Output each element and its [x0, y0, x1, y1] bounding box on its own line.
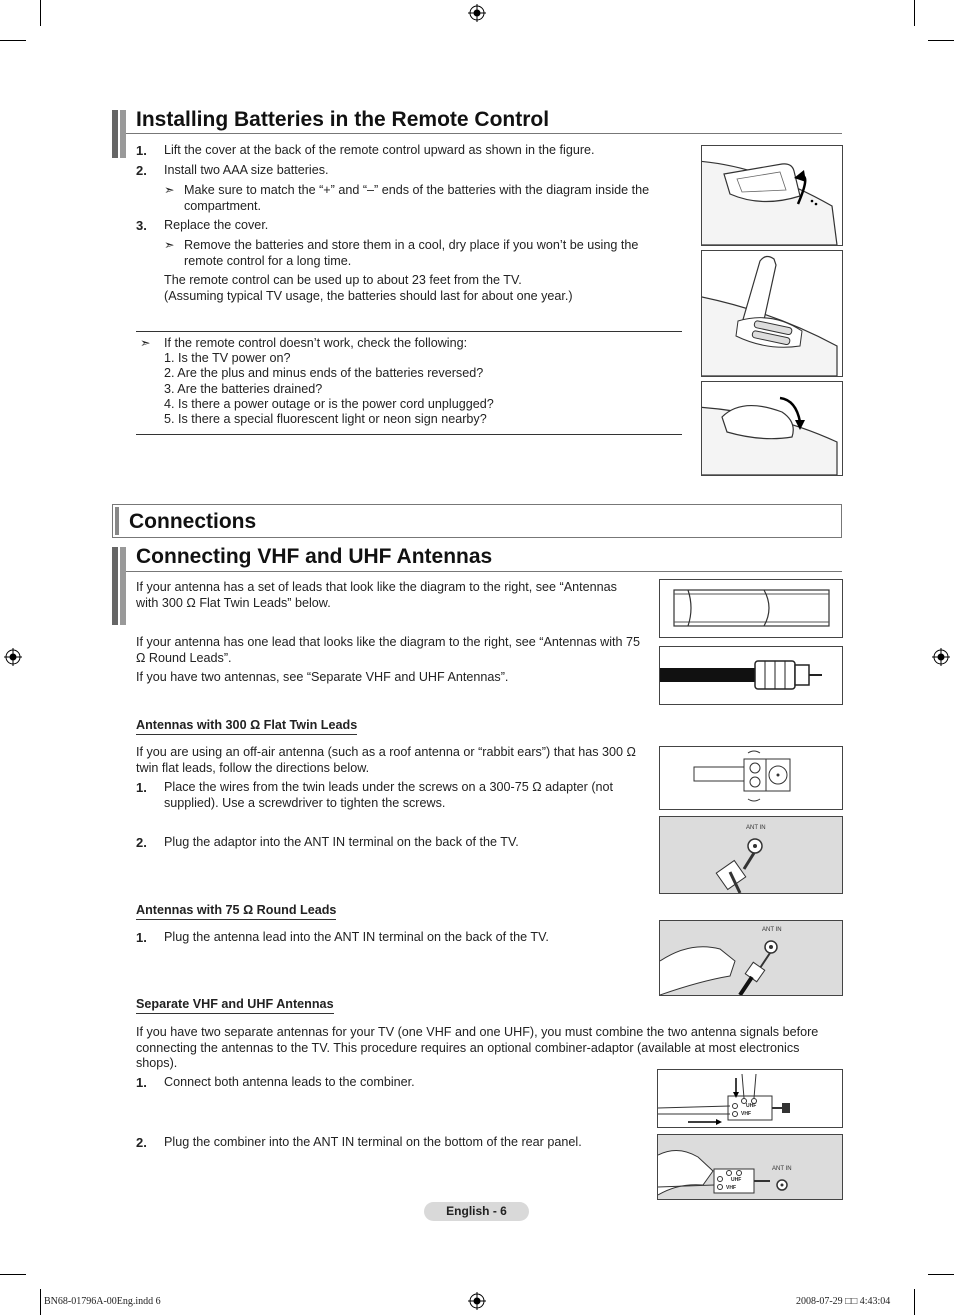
range-text: The remote control can be used up to about 23 feet from the TV. — [164, 273, 522, 287]
title-rule — [126, 571, 842, 572]
ant-in-label: ANT IN — [746, 825, 766, 831]
banner-accent — [115, 507, 119, 535]
flat-step-2: Plug the adaptor into the ANT IN terminal on the back of the TV. — [164, 835, 519, 849]
batteries-title: Installing Batteries in the Remote Control — [136, 108, 550, 131]
step-number: 1. — [136, 930, 147, 945]
round-lead-figure — [659, 646, 843, 705]
adapter-figure — [659, 746, 843, 810]
battery-life-text: (Assuming typical TV usage, the batteries should last for about one year.) — [164, 289, 573, 303]
ant-in-label: ANT IN — [772, 1166, 792, 1172]
step-number: 1. — [136, 143, 147, 158]
step-number: 3. — [136, 218, 147, 233]
crop-mark — [914, 0, 915, 26]
divider — [136, 434, 682, 435]
note-arrow-icon: ➣ — [164, 183, 175, 197]
step-number: 2. — [136, 1135, 147, 1150]
check-item: 5. Is there a special fluorescent light or neon sign nearby? — [164, 412, 487, 426]
ant-in-label: ANT IN — [762, 927, 782, 933]
flat-leads-intro: If you are using an off-air antenna (such as a roof antenna or “rabbit ears”) that has 300 Ω twin flat leads, follow the directions below. — [136, 745, 636, 775]
note-arrow-icon: ➣ — [164, 238, 175, 252]
adapter-ant-in-figure — [659, 816, 843, 894]
note-text: Remove the batteries and store them in a cool, dry place if you won’t be using the remote control for a long time. — [184, 238, 639, 268]
step-number: 1. — [136, 1075, 147, 1090]
crop-mark — [0, 1274, 26, 1275]
crop-mark — [928, 40, 954, 41]
vhf-label: VHF — [726, 1185, 736, 1191]
registration-mark-icon — [468, 1292, 486, 1310]
intro-two-text: If you have two antennas, see “Separate VHF and UHF Antennas”. — [136, 670, 509, 684]
uhf-label: UHF — [746, 1103, 757, 1109]
step-text: Install two AAA size batteries. — [164, 163, 329, 177]
crop-mark — [40, 1289, 41, 1315]
step-number: 2. — [136, 835, 147, 850]
remote-battery-compartment-figure — [701, 250, 843, 377]
vhf-label: VHF — [741, 1111, 751, 1117]
step-number: 1. — [136, 780, 147, 795]
round-lead-ant-in-figure — [659, 920, 843, 996]
section-bar — [112, 110, 126, 158]
section-bar — [112, 547, 126, 625]
round-step-1: Plug the antenna lead into the ANT IN terminal on the back of the TV. — [164, 930, 549, 944]
note-arrow-icon: ➣ — [140, 336, 151, 350]
registration-mark-icon — [4, 648, 22, 666]
flat-leads-heading: Antennas with 300 Ω Flat Twin Leads — [136, 718, 357, 735]
separate-intro: If you have two separate antennas for your TV (one VHF and one UHF), you must combine the two antenna signals before connecting the antennas to the TV. This procedure requires an optional combiner-adaptor (available at most electronics shops). — [136, 1025, 819, 1070]
step-number: 2. — [136, 163, 147, 178]
remote-open-cover-figure — [701, 145, 843, 246]
divider — [136, 331, 682, 332]
crop-mark — [0, 40, 26, 41]
title-rule — [126, 133, 842, 134]
page-number-badge: English - 6 — [424, 1202, 529, 1221]
flat-step-1: Place the wires from the twin leads under the screws on a 300-75 Ω adapter (not supplied). Use a screwdriver to tighten the screws. — [164, 780, 614, 810]
crop-mark — [914, 1289, 915, 1315]
note-text: Make sure to match the “+” and “–” ends of the batteries with the diagram inside the compartment. — [184, 183, 650, 213]
crop-mark — [40, 0, 41, 26]
registration-mark-icon — [932, 648, 950, 666]
file-slug: BN68-01796A-00Eng.indd 6 — [44, 1296, 161, 1307]
connections-banner-title: Connections — [129, 510, 257, 533]
crop-mark — [928, 1274, 954, 1275]
check-item: 2. Are the plus and minus ends of the batteries reversed? — [164, 366, 484, 380]
remote-close-cover-figure — [701, 381, 843, 476]
intro-round-text: If your antenna has one lead that looks like the diagram to the right, see “Antennas with 75 Ω Round Leads”. — [136, 635, 641, 665]
separate-step-1: Connect both antenna leads to the combiner. — [164, 1075, 415, 1089]
registration-mark-icon — [468, 4, 486, 22]
date-slug: 2008-07-29 □□ 4:43:04 — [796, 1296, 891, 1307]
intro-flat-text: If your antenna has a set of leads that look like the diagram to the right, see “Antennas with 300 Ω Flat Twin Leads” below. — [136, 580, 617, 610]
antennas-title: Connecting VHF and UHF Antennas — [136, 545, 493, 568]
check-item: 1. Is the TV power on? — [164, 351, 291, 365]
uhf-label: UHF — [731, 1177, 742, 1183]
check-item: 3. Are the batteries drained? — [164, 382, 323, 396]
check-intro: If the remote control doesn’t work, check the following: — [164, 336, 468, 350]
check-item: 4. Is there a power outage or is the power cord unplugged? — [164, 397, 494, 411]
step-text: Replace the cover. — [164, 218, 269, 232]
flat-twin-lead-figure — [659, 579, 843, 638]
combiner-figure — [657, 1069, 843, 1128]
separate-antennas-heading: Separate VHF and UHF Antennas — [136, 997, 334, 1014]
round-leads-heading: Antennas with 75 Ω Round Leads — [136, 903, 336, 920]
step-text: Lift the cover at the back of the remote control upward as shown in the figure. — [164, 143, 595, 157]
separate-step-2: Plug the combiner into the ANT IN terminal on the bottom of the rear panel. — [164, 1135, 582, 1149]
combiner-ant-in-figure — [657, 1134, 843, 1200]
connections-banner — [112, 504, 842, 538]
